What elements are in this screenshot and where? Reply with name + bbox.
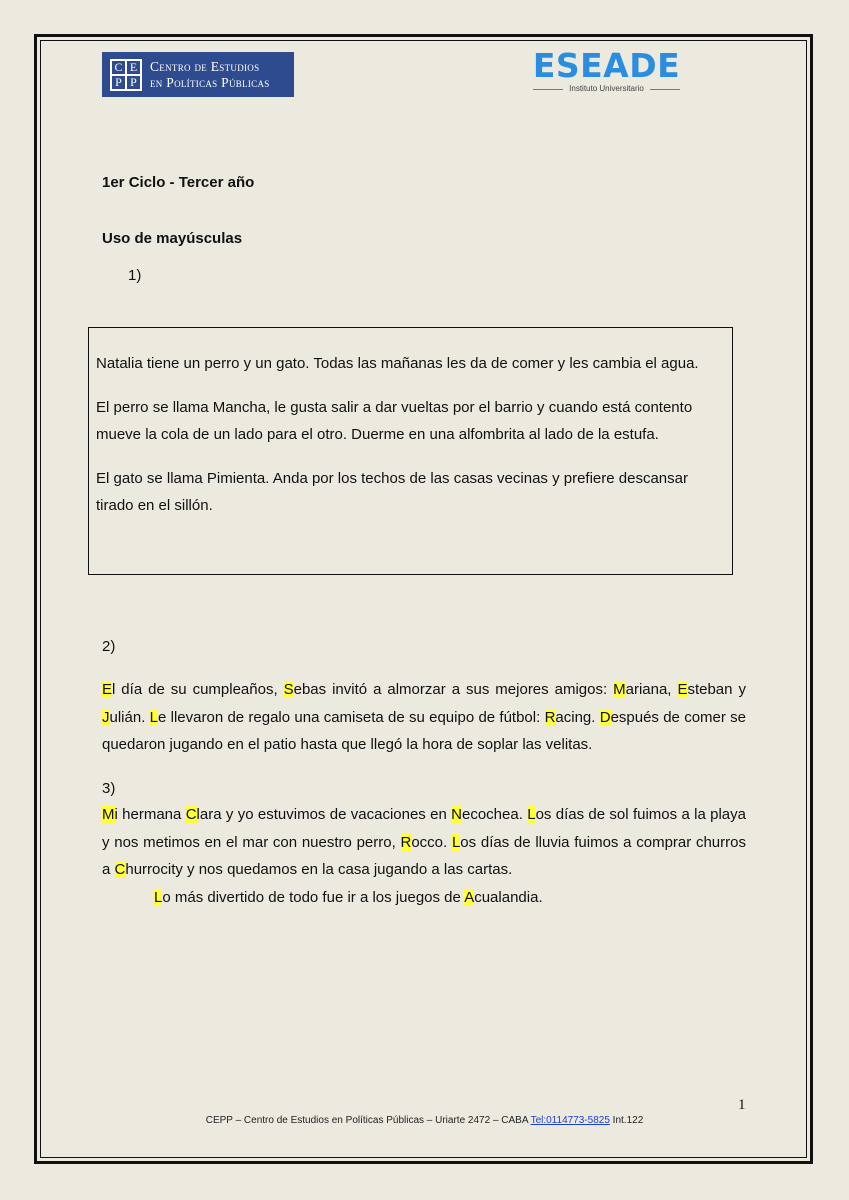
cepp-name-line2: en Políticas Públicas — [150, 74, 270, 90]
eseade-wordmark: ESEADE — [532, 46, 681, 85]
story-box — [88, 327, 733, 575]
highlighted-capital: A — [464, 888, 475, 906]
highlighted-capital: M — [102, 806, 115, 823]
highlighted-capital: L — [527, 806, 536, 823]
text-segment: o más divertido de todo fue ir a los juegos de — [162, 888, 465, 906]
highlighted-capital: C — [114, 861, 126, 878]
highlighted-capital: S — [283, 681, 294, 698]
divider — [533, 89, 563, 90]
page-number: 1 — [738, 1097, 746, 1113]
cycle-heading: 1er Ciclo - Tercer año — [102, 174, 255, 191]
text-segment: ariana, — [625, 681, 678, 698]
eseade-subtitle — [528, 84, 685, 94]
text-segment: espués de comer se quedaron jugando en el patio hasta que llegó la hora de soplar las velitas. — [102, 708, 746, 753]
section-3-paragraph — [102, 801, 746, 911]
eseade-subtitle-text: Instituto Universitario — [569, 84, 644, 93]
text-segment: steban y — [687, 681, 746, 698]
highlighted-capital: L — [149, 708, 158, 726]
text-segment: ebas invitó a almorzar a sus mejores amigos: — [293, 681, 614, 698]
highlighted-capital: E — [102, 681, 113, 698]
highlighted-capital: E — [677, 681, 688, 698]
footer-ext: Int.122 — [609, 1115, 644, 1126]
footer-phone-link[interactable]: Tel:0114773-5825 — [530, 1115, 610, 1126]
text-segment: occo. — [411, 833, 452, 851]
text-segment: lara y yo estuvimos de vacaciones en — [196, 806, 452, 823]
highlighted-capital: D — [599, 708, 611, 726]
text-segment: l día de su cumpleaños, — [112, 681, 284, 698]
highlighted-capital: N — [451, 806, 462, 823]
cepp-letter: E — [126, 60, 141, 75]
text-segment: cualandia. — [474, 888, 543, 906]
divider — [650, 89, 680, 90]
topic-heading: Uso de mayúsculas — [102, 230, 243, 247]
cepp-letter: P — [126, 75, 141, 90]
cepp-logo — [102, 52, 294, 97]
text-segment: os días de lluvia fuimos a comprar churros a — [102, 833, 746, 878]
text-segment: ecochea. — [462, 806, 528, 823]
story-paragraph: El perro se llama Mancha, le gusta salir a dar vueltas por el barrio y cuando está contento mueve la cola de un lado para el otro. Duerme en una alfombrita al lado de la estufa. — [96, 399, 693, 443]
cepp-name-line1: Centro de Estudios — [150, 58, 260, 74]
highlighted-capital: C — [185, 806, 197, 823]
story-paragraph: Natalia tiene un perro y un gato. Todas las mañanas les da de comer y les cambia el agua. — [96, 355, 699, 372]
eseade-logo — [528, 48, 685, 98]
highlighted-capital: L — [451, 833, 461, 851]
highlighted-capital: L — [154, 888, 163, 906]
text-segment: hurrocity y nos quedamos en la casa jugando a las cartas. — [125, 861, 513, 878]
highlighted-capital: J — [102, 708, 110, 726]
section-3-number: 3) — [102, 780, 116, 797]
highlighted-capital: R — [544, 708, 556, 726]
text-segment: i hermana — [114, 806, 186, 823]
cepp-letter: C — [111, 60, 126, 75]
footer-text: CEPP – Centro de Estudios en Políticas Públicas – Uriarte 2472 – CABA — [205, 1115, 531, 1126]
text-segment: ulián. — [109, 708, 150, 726]
cepp-name — [150, 59, 270, 91]
section-2-text — [102, 676, 746, 759]
text-segment: os días de sol fuimos a la playa y nos metimos en el mar con nuestro perro, — [102, 806, 746, 851]
cepp-letter-grid — [110, 59, 142, 91]
page-border-inner — [40, 40, 807, 1158]
section-2-number: 2) — [102, 638, 116, 655]
text-segment: acing. — [555, 708, 600, 726]
story-paragraph: El gato se llama Pimienta. Anda por los techos de las casas vecinas y prefiere descansar tirado en el sillón. — [96, 470, 688, 514]
highlighted-capital: M — [613, 681, 626, 698]
text-segment: e llevaron de regalo una camiseta de su equipo de fútbol: — [158, 708, 545, 726]
section-3-text-indented — [102, 884, 746, 912]
highlighted-capital: R — [400, 833, 412, 851]
section-1-number: 1) — [128, 267, 142, 284]
section-3-text — [102, 801, 746, 884]
footer — [0, 1115, 849, 1126]
section-2-paragraph — [102, 676, 746, 759]
cepp-letter: P — [111, 75, 126, 90]
